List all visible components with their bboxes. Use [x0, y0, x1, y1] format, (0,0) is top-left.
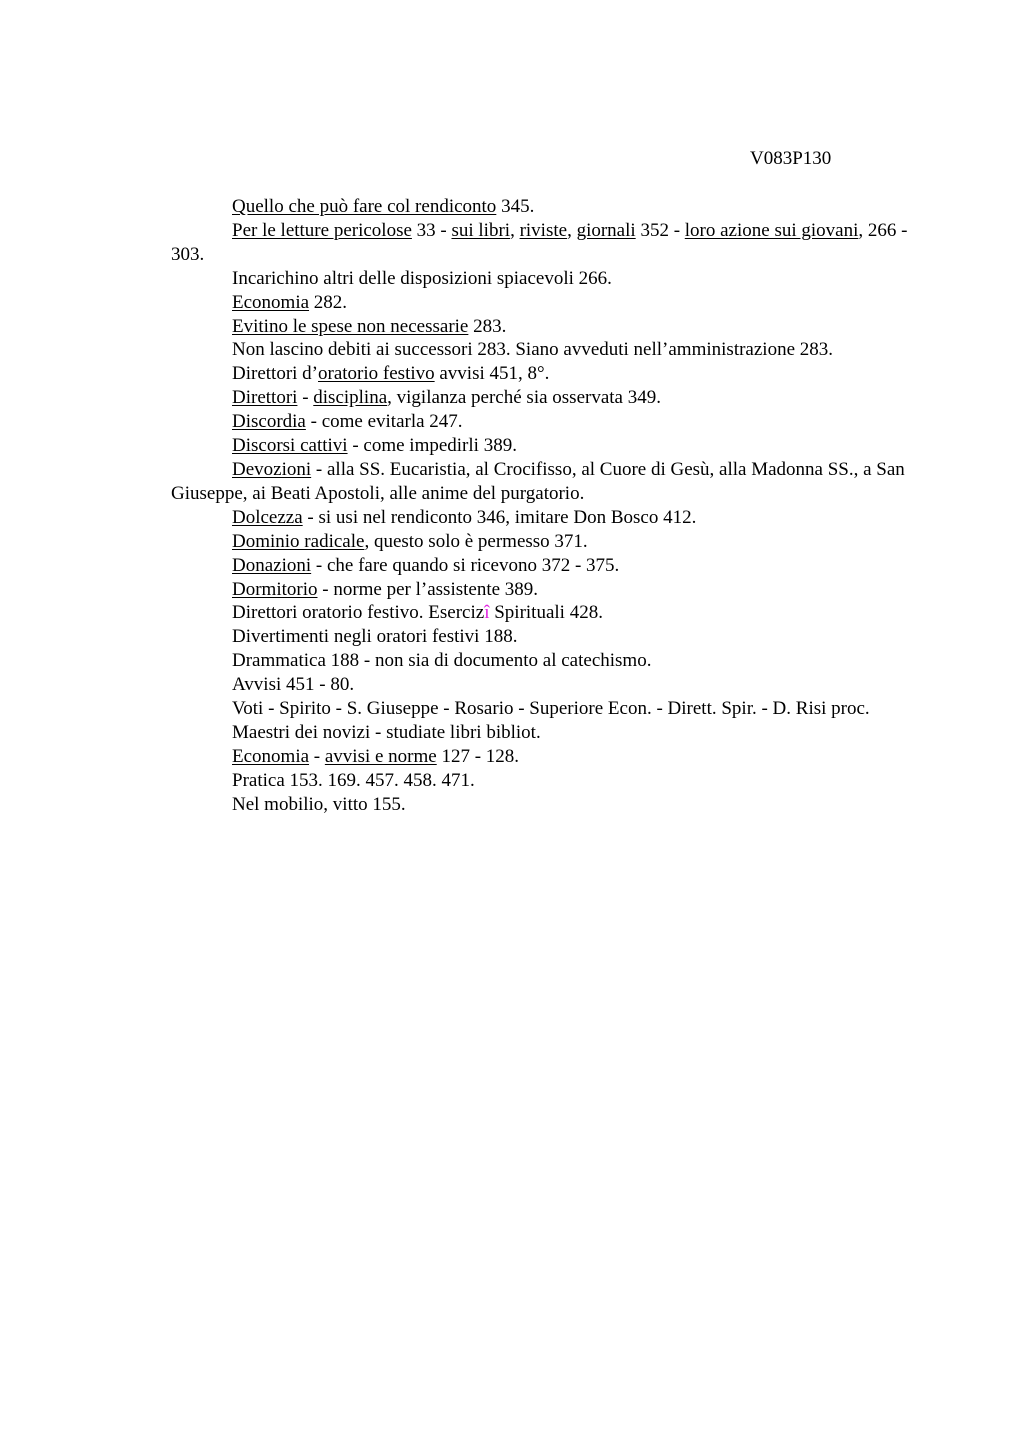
index-entry: [171, 530, 931, 554]
underlined-term: loro azione sui giovani: [684, 219, 859, 241]
index-entry: [171, 195, 931, 219]
index-entry: [171, 315, 931, 339]
underlined-term: disciplina: [313, 387, 388, 409]
entry-text: 33 -: [411, 219, 452, 241]
underlined-term: Evitino le spese non necessarie: [232, 315, 469, 337]
index-entry: [171, 578, 931, 602]
entry-text: Pratica 153. 169. 457. 458. 471.: [232, 769, 475, 791]
entry-text: Voti - Spirito - S. Giuseppe - Rosario - Superiore Econ. - Dirett. Spir. - D. Risi proc.: [232, 698, 870, 720]
index-entry: [171, 386, 931, 410]
entry-text: -: [297, 387, 314, 409]
entry-text: Incarichino altri delle disposizioni spiacevoli 266.: [232, 267, 612, 289]
highlighted-char: î: [484, 602, 490, 624]
underlined-term: Discordia: [232, 411, 306, 433]
entry-text: avvisi 451, 8°.: [434, 363, 550, 385]
entry-text: Divertimenti negli oratori festivi 188.: [232, 626, 518, 648]
entry-text: Direttori oratorio festivo. Esercizî: [232, 602, 490, 624]
index-entry: [171, 219, 931, 267]
underlined-term: sui libri: [451, 219, 511, 241]
underlined-term: Economia: [232, 291, 310, 313]
index-entry: [171, 338, 931, 362]
entry-text: 282.: [309, 291, 348, 313]
index-entry: [171, 625, 931, 649]
underlined-term: Devozioni: [232, 458, 312, 480]
index-entry: [171, 601, 931, 625]
entry-text: 352 -: [635, 219, 685, 241]
underlined-term: oratorio festivo: [318, 363, 435, 385]
index-entry: [171, 554, 931, 578]
underlined-term: Economia: [232, 745, 310, 767]
underlined-term: giornali: [576, 219, 636, 241]
index-entry: [171, 649, 931, 673]
index-entry: [171, 434, 931, 458]
underlined-term: Direttori: [232, 387, 298, 409]
underlined-term: Dominio radicale: [232, 530, 365, 552]
entry-text: Spirituali 428.: [489, 602, 603, 624]
underlined-term: avvisi e norme: [324, 745, 437, 767]
entry-text: Drammatica 188 - non sia di documento al catechismo.: [232, 650, 652, 672]
index-entry: [171, 458, 931, 506]
entry-text: - come evitarla 247.: [305, 411, 463, 433]
index-entry: [171, 793, 931, 817]
index-entry: [171, 362, 931, 386]
underlined-term: Dolcezza: [232, 506, 303, 528]
entry-text: Direttori d’: [232, 363, 319, 385]
entry-text: 283.: [468, 315, 507, 337]
index-entries: [171, 195, 931, 817]
underlined-term: Discorsi cattivi: [232, 435, 348, 457]
entry-text: Avvisi 451 - 80.: [232, 674, 355, 696]
page-code: V083P130: [750, 148, 832, 169]
entry-text: -: [309, 745, 325, 767]
entry-text: , 266 - 303.: [171, 219, 908, 265]
index-entry: [171, 697, 931, 721]
underlined-term: Quello che può fare col rendiconto: [232, 196, 497, 217]
entry-text: 345.: [496, 196, 535, 217]
entry-text: Nel mobilio, vitto 155.: [232, 793, 406, 815]
underlined-term: Per le letture pericolose: [232, 219, 412, 241]
entry-text: , vigilanza perché sia osservata 349.: [387, 387, 661, 409]
entry-text: - che fare quando si ricevono 372 - 375.: [311, 554, 620, 576]
index-entry: [171, 673, 931, 697]
entry-text: - norme per l’assistente 389.: [317, 578, 539, 600]
entry-text: ,: [510, 219, 520, 241]
index-entry: [171, 506, 931, 530]
index-entry: [171, 267, 931, 291]
index-entry: [171, 721, 931, 745]
index-entry: [171, 291, 931, 315]
underlined-term: Dormitorio: [232, 578, 318, 600]
index-entry: [171, 410, 931, 434]
entry-text: Non lascino debiti ai successori 283. Siano avveduti nell’amministrazione 283.: [232, 339, 834, 361]
underlined-term: Donazioni: [232, 554, 312, 576]
entry-text: , questo solo è permesso 371.: [364, 530, 588, 552]
entry-text: 127 - 128.: [436, 745, 520, 767]
entry-text: - come impedirli 389.: [347, 435, 517, 457]
entry-text: - alla SS. Eucaristia, al Crocifisso, al Cuore di Gesù, alla Madonna SS., a San Giuseppe, ai Beati Apostoli, alle anime del purgatorio.: [171, 458, 905, 504]
underlined-term: riviste: [519, 219, 568, 241]
entry-text: ,: [567, 219, 577, 241]
index-entry: [171, 769, 931, 793]
index-entry: [171, 745, 931, 769]
entry-text: Maestri dei novizi - studiate libri bibliot.: [232, 721, 541, 743]
entry-text: - si usi nel rendiconto 346, imitare Don Bosco 412.: [302, 506, 697, 528]
